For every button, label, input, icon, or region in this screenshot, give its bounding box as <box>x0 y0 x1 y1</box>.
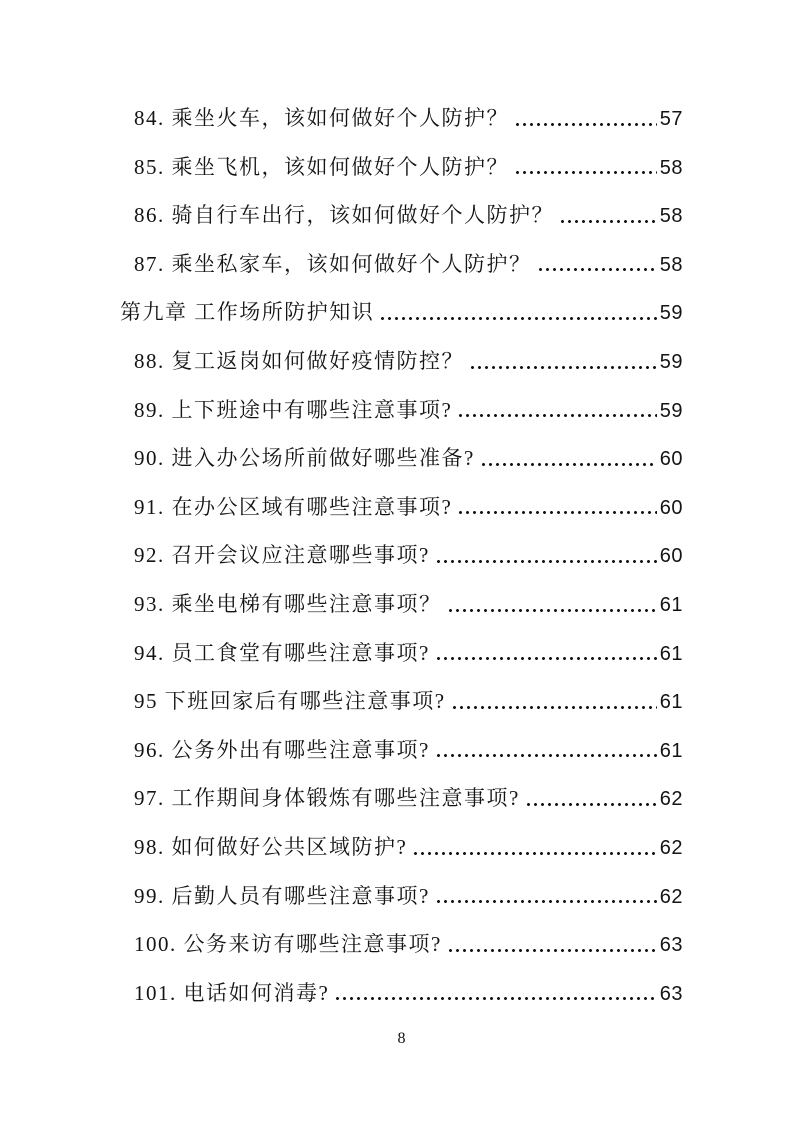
toc-entry-page-number: 58 <box>659 253 683 276</box>
toc-leader-dots <box>559 218 657 225</box>
toc-entry-page-number: 62 <box>659 836 683 859</box>
toc-entry-label: 100. 公务来访有哪些注意事项? <box>134 932 442 957</box>
toc-entry[interactable] <box>120 143 683 192</box>
toc-entry[interactable] <box>120 483 683 532</box>
toc-leader-dots <box>451 704 657 711</box>
toc-entry-page-number: 58 <box>659 205 683 228</box>
toc-entry[interactable] <box>120 580 683 629</box>
toc-entry[interactable] <box>120 920 683 969</box>
toc-entry-label: 101. 电话如何消毒? <box>134 980 330 1005</box>
toc-entry-page-number: 61 <box>659 593 683 616</box>
toc-leader-dots <box>447 607 657 614</box>
toc-entry-page-number: 59 <box>659 302 683 325</box>
toc-entry-page-number: 62 <box>659 788 683 811</box>
toc-entry-label: 89. 上下班途中有哪些注意事项? <box>134 397 453 422</box>
toc-entry[interactable] <box>120 872 683 921</box>
toc-entry-page-number: 58 <box>659 156 683 179</box>
toc-entry[interactable] <box>120 677 683 726</box>
toc-entry-page-number: 63 <box>659 982 683 1005</box>
toc-entry-label: 87. 乘坐私家车，该如何做好个人防护？ <box>134 251 532 276</box>
toc-leader-dots <box>435 898 657 905</box>
toc-entry[interactable] <box>120 969 683 1018</box>
toc-leader-dots <box>412 850 656 857</box>
toc-entry-label: 96. 公务外出有哪些注意事项? <box>134 737 430 762</box>
toc-entry[interactable] <box>120 629 683 678</box>
toc-entry-label: 94. 员工食堂有哪些注意事项? <box>134 640 430 665</box>
toc-leader-dots <box>435 655 657 662</box>
toc-entry-page-number: 62 <box>659 885 683 908</box>
toc-leader-dots <box>379 315 657 322</box>
toc-entry-page-number: 57 <box>659 108 683 130</box>
toc-entry-page-number: 60 <box>659 448 683 471</box>
toc-leader-dots <box>514 169 657 176</box>
toc-leader-dots <box>514 121 657 128</box>
page-number: 8 <box>397 1030 406 1048</box>
toc-entry-page-number: 60 <box>659 545 683 568</box>
toc-entry-page-number: 59 <box>659 350 683 373</box>
toc-leader-dots <box>469 364 657 371</box>
toc-entry[interactable] <box>120 337 683 386</box>
toc-entry-page-number: 61 <box>659 739 683 762</box>
toc-entry[interactable] <box>120 191 683 240</box>
toc-entry[interactable] <box>120 94 683 143</box>
toc-entry-label: 第九章 工作场所防护知识 <box>120 300 375 325</box>
toc-entry[interactable] <box>120 774 683 823</box>
toc-entry[interactable] <box>120 726 683 775</box>
toc-leader-dots <box>447 947 657 954</box>
toc-entry-label: 86. 骑自行车出行，该如何做好个人防护？ <box>134 203 554 228</box>
toc-leader-dots <box>435 752 657 759</box>
toc-entry[interactable] <box>120 823 683 872</box>
toc-leader-dots <box>435 558 657 565</box>
toc-entry-label: 92. 召开会议应注意哪些事项? <box>134 543 430 568</box>
toc-entry-label: 90. 进入办公场所前做好哪些准备? <box>134 446 475 471</box>
toc-leader-dots <box>457 509 656 516</box>
toc-entry[interactable] <box>120 434 683 483</box>
toc-leader-dots <box>525 801 657 808</box>
toc-entry-page-number: 63 <box>659 934 683 957</box>
toc-entry-label: 98. 如何做好公共区域防护? <box>134 834 408 859</box>
toc-entry-label: 97. 工作期间身体锻炼有哪些注意事项? <box>134 786 520 811</box>
toc-entry-label: 99. 后勤人员有哪些注意事项? <box>134 883 430 908</box>
toc-entry-label: 93. 乘坐电梯有哪些注意事项？ <box>134 591 442 616</box>
toc-entry-label: 88. 复工返岗如何做好疫情防控？ <box>134 348 464 373</box>
toc-entry-page-number: 59 <box>659 399 683 422</box>
toc-entry[interactable] <box>120 531 683 580</box>
toc-entry-label: 95 下班回家后有哪些注意事项? <box>134 689 446 714</box>
toc-leader-dots <box>457 412 656 419</box>
toc-entry-label: 91. 在办公区域有哪些注意事项? <box>134 494 453 519</box>
toc-leader-dots <box>334 995 656 1002</box>
toc-entry[interactable] <box>120 386 683 435</box>
toc-leader-dots <box>537 266 657 273</box>
toc-entry-label: 84. 乘坐火车，该如何做好个人防护？ <box>134 106 509 130</box>
toc-chapter-entry[interactable] <box>120 288 683 337</box>
toc-entry-page-number: 61 <box>659 642 683 665</box>
toc-entry-label: 85. 乘坐飞机，该如何做好个人防护？ <box>134 154 509 179</box>
toc-leader-dots <box>480 461 657 468</box>
toc-list <box>120 94 683 1017</box>
toc-entry-page-number: 60 <box>659 496 683 519</box>
toc-entry[interactable] <box>120 240 683 289</box>
toc-entry-page-number: 61 <box>659 691 683 714</box>
